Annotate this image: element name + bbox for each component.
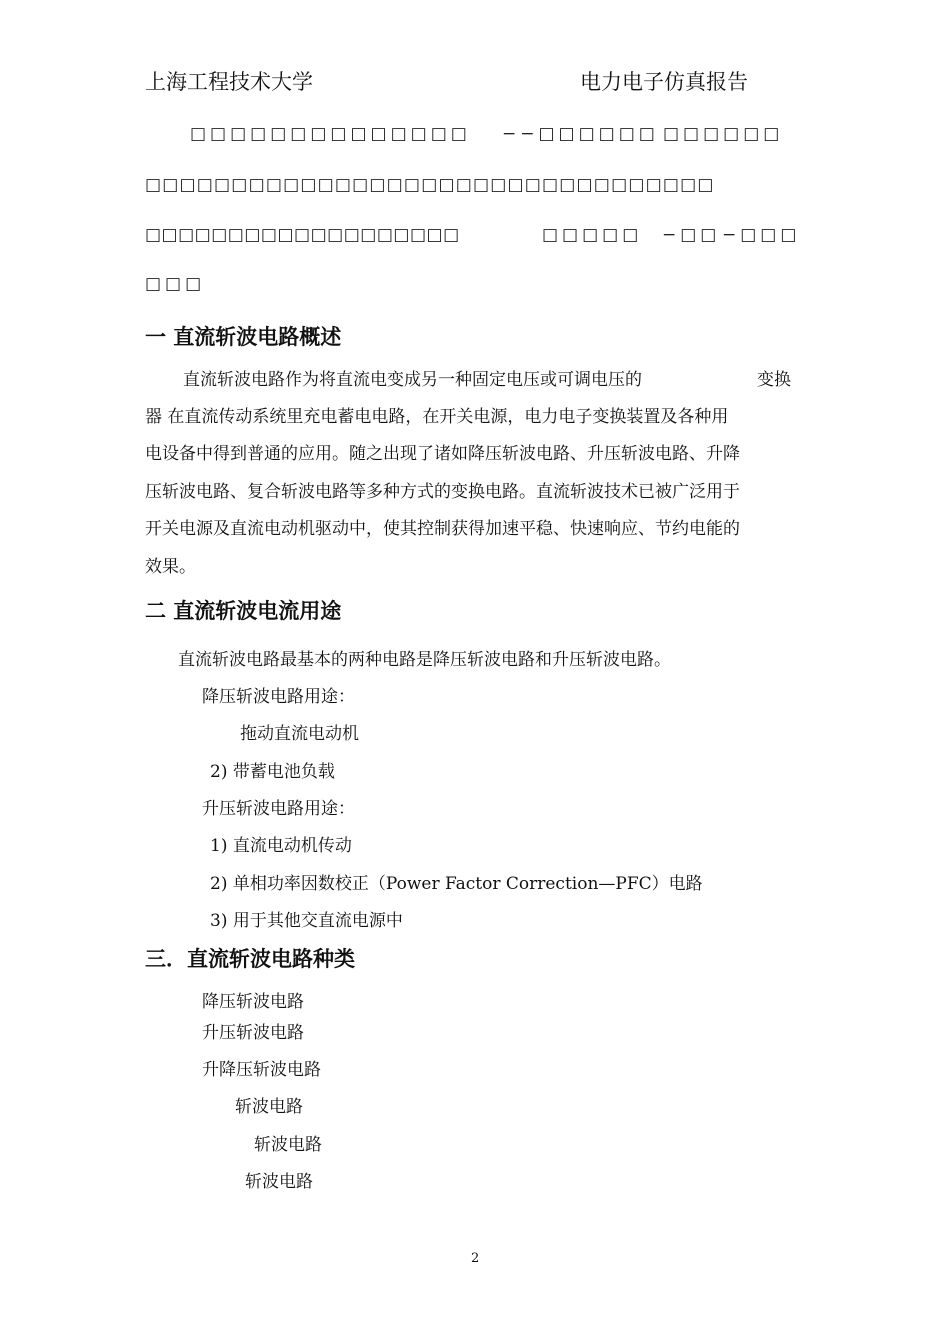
section-1-line-1-tail: 变换 — [757, 370, 791, 390]
garbled-line-1c: □□□□□□ — [663, 124, 784, 144]
buck-use-1: 拖动直流电动机 — [240, 724, 359, 744]
buck-use-2: 2) 带蓄电池负载 — [210, 762, 335, 782]
section-1-line-2: 器 在直流传动系统里充电蓄电电路，在开关电源，电力电子变换装置及各种用 — [145, 407, 729, 427]
buck-uses-title: 降压斩波电路用途： — [202, 687, 355, 707]
section-1-line-5: 开关电源及直流电动机驱动中，使其控制获得加速平稳、快速响应、节约电能的 — [145, 519, 740, 539]
section-1-line-1: 直流斩波电路作为将直流电变成另一种固定电压或可调电压的 — [183, 370, 642, 390]
garbled-line-3c: −□□ — [662, 225, 721, 245]
type-item-3: 升降压斩波电路 — [202, 1060, 321, 1080]
section-1-line-3: 电设备中得到普通的应用。随之出现了诸如降压斩波电路、升压斩波电路、升降 — [145, 444, 740, 464]
type-item-5: 斩波电路 — [254, 1135, 322, 1155]
section-1-line-6: 效果。 — [145, 557, 196, 577]
garbled-line-2: □□□□□□□□□□□□□□□□□□□□□□□□□□□□□□□□□ — [145, 175, 715, 195]
garbled-line-3b: □□□□□ — [542, 225, 643, 245]
boost-use-1: 1) 直流电动机传动 — [210, 836, 352, 856]
header-left: 上海工程技术大学 — [145, 70, 313, 94]
garbled-line-3a: □□□□□□□□□□□□□□□□□□□ — [145, 225, 460, 245]
type-item-1: 降压斩波电路 — [202, 992, 304, 1012]
boost-use-3: 3) 用于其他交直流电源中 — [210, 911, 403, 931]
section-2-intro: 直流斩波电路最基本的两种电路是降压斩波电路和升压斩波电路。 — [178, 650, 671, 670]
section-3-heading: 三．直流斩波电路种类 — [145, 947, 355, 971]
garbled-line-4: □□□ — [145, 274, 206, 294]
boost-use-2: 2) 单相功率因数校正（Power Factor Correction—PFC）电路 — [210, 874, 703, 894]
garbled-line-1b: −−□□□□□□ — [502, 124, 659, 144]
header-right: 电力电子仿真报告 — [580, 70, 748, 94]
section-1-line-4: 压斩波电路、复合斩波电路等多种方式的变换电路。直流斩波技术已被广泛用于 — [145, 482, 740, 502]
section-2-heading: 二 直流斩波电流用途 — [145, 599, 342, 623]
page-number: 2 — [471, 1251, 480, 1266]
section-1-heading: 一 直流斩波电路概述 — [145, 325, 342, 349]
type-item-2: 升压斩波电路 — [202, 1023, 304, 1043]
garbled-line-1a: □□□□□□□□□□□□□□ — [190, 124, 471, 144]
type-item-4: 斩波电路 — [235, 1097, 303, 1117]
boost-uses-title: 升压斩波电路用途： — [202, 799, 355, 819]
garbled-line-3d: −□□□ — [722, 225, 801, 245]
type-item-6: 斩波电路 — [245, 1172, 313, 1192]
